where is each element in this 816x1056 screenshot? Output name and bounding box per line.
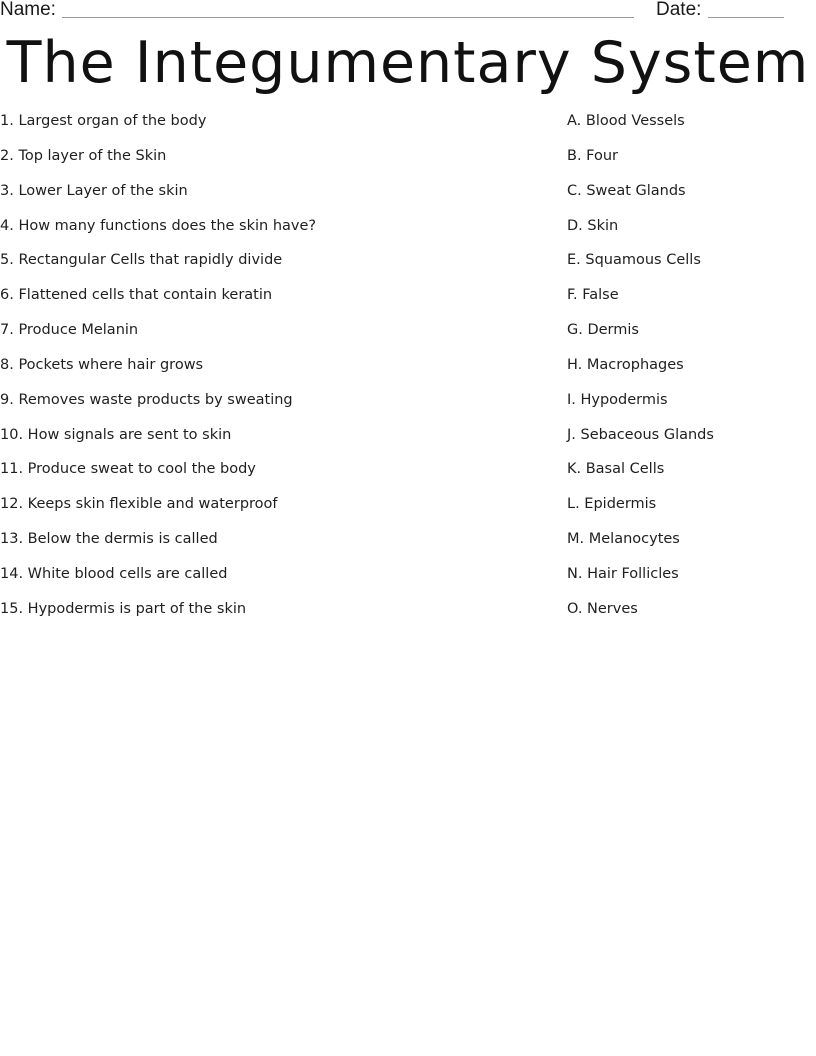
question-item: 6. Flattened cells that contain keratin	[0, 287, 273, 304]
date-blank-line	[708, 17, 784, 18]
question-item: 11. Produce sweat to cool the body	[0, 461, 256, 478]
name-blank-line	[62, 17, 634, 18]
answer-item: I. Hypodermis	[567, 391, 668, 408]
answer-item: M. Melanocytes	[567, 531, 680, 548]
question-item: 14. White blood cells are called	[0, 565, 228, 582]
question-item: 1. Largest organ of the body	[0, 113, 207, 129]
answers-list	[567, 111, 807, 634]
page-title: The Integumentary System	[6, 30, 810, 96]
answer-item: L. Epidermis	[567, 496, 657, 513]
answer-item: G. Dermis	[567, 322, 639, 339]
question-item: 8. Pockets where hair grows	[0, 356, 204, 373]
question-item: 15. Hypodermis is part of the skin	[0, 600, 247, 617]
answer-item: B. Four	[567, 147, 619, 164]
answer-item: N. Hair Follicles	[567, 565, 679, 582]
question-item: 13. Below the dermis is called	[0, 531, 218, 548]
answer-item: F. False	[567, 287, 619, 304]
question-item: 3. Lower Layer of the skin	[0, 182, 188, 199]
question-item: 9. Removes waste products by sweating	[0, 391, 293, 408]
answer-item: J. Sebaceous Glands	[567, 426, 714, 443]
question-item: 12. Keeps skin flexible and waterproof	[0, 496, 278, 513]
question-item: 7. Produce Melanin	[0, 322, 139, 339]
answer-item: O. Nerves	[567, 600, 638, 617]
answer-item: D. Skin	[567, 217, 619, 234]
questions-list	[0, 111, 540, 634]
date-label: Date:	[656, 0, 702, 20]
answer-item: K. Basal Cells	[567, 461, 665, 478]
question-item: 4. How many functions does the skin have?	[0, 217, 317, 234]
answer-item: E. Squamous Cells	[567, 252, 701, 269]
answer-item: A. Blood Vessels	[567, 113, 685, 129]
question-item: 10. How signals are sent to skin	[0, 426, 232, 443]
answer-item: C. Sweat Glands	[567, 182, 686, 199]
worksheet-header	[0, 0, 816, 22]
question-item: 2. Top layer of the Skin	[0, 147, 167, 164]
answer-item: H. Macrophages	[567, 356, 684, 373]
question-item: 5. Rectangular Cells that rapidly divide	[0, 252, 283, 269]
name-label: Name:	[0, 0, 56, 20]
